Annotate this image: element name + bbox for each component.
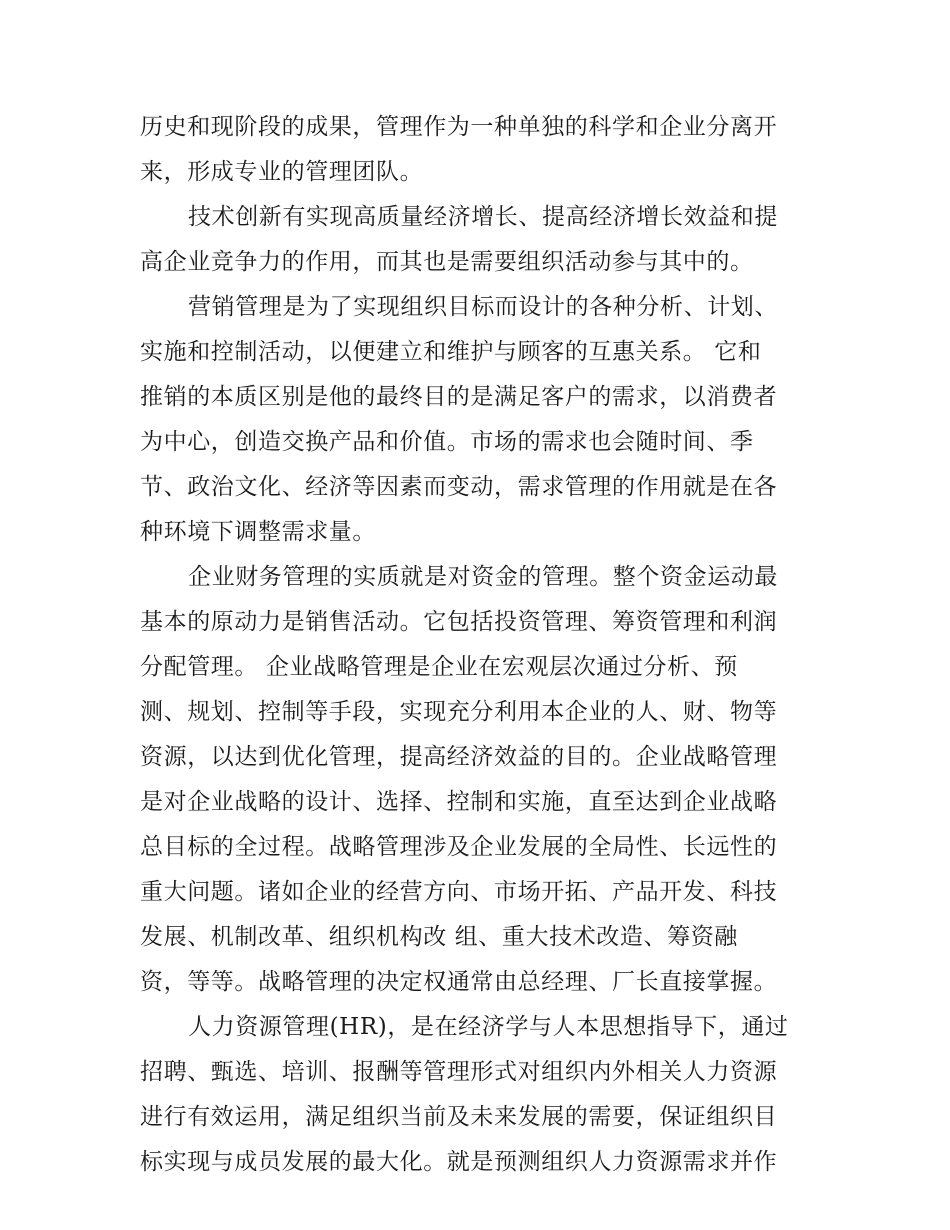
text-line: 是对企业战略的设计、选择、控制和实施，直至达到企业战略 — [140, 789, 778, 815]
text-line: 营销管理是为了实现组织目标而设计的各种分析、计划、 — [188, 294, 778, 320]
text-line: 人力资源管理(HR)，是在经济学与人本思想指导下，通过 — [188, 1014, 789, 1040]
text-line: 资源，以达到优化管理，提高经济效益的目的。企业战略管理 — [140, 744, 778, 770]
text-line: 企业财务管理的实质就是对资金的管理。整个资金运动最 — [188, 564, 778, 590]
text-line: 基本的原动力是销售活动。它包括投资管理、筹资管理和利润 — [140, 609, 778, 635]
text-line: 高企业竞争力的作用，而其也是需要组织活动参与其中的。 — [140, 249, 754, 275]
text-line: 种环境下调整需求量。 — [140, 519, 376, 545]
text-line: 实施和控制活动，以便建立和维护与顾客的互惠关系。 它和 — [140, 339, 762, 365]
text-line: 进行有效运用，满足组织当前及未来发展的需要，保证组织目 — [140, 1104, 778, 1130]
text-line: 资，等等。战略管理的决定权通常由总经理、厂长直接掌握。 — [140, 969, 778, 995]
text-line: 技术创新有实现高质量经济增长、提高经济增长效益和提 — [188, 204, 778, 230]
text-line: 重大问题。诸如企业的经营方向、市场开拓、产品开发、科技 — [140, 879, 778, 905]
text-line: 推销的本质区别是他的最终目的是满足客户的需求，以消费者 — [140, 384, 778, 410]
text-line: 发展、机制改革、组织机构改 组、重大技术改造、筹资融 — [140, 924, 738, 950]
text-line: 节、政治文化、经济等因素而变动，需求管理的作用就是在各 — [140, 474, 778, 500]
text-line: 为中心，创造交换产品和价值。市场的需求也会随时间、季 — [140, 429, 754, 455]
text-line: 总目标的全过程。战略管理涉及企业发展的全局性、长远性的 — [140, 834, 778, 860]
text-line: 分配管理。 企业战略管理是企业在宏观层次通过分析、预 — [140, 654, 738, 680]
text-line: 招聘、甄选、培训、报酬等管理形式对组织内外相关人力资源 — [140, 1059, 778, 1085]
text-line: 标实现与成员发展的最大化。就是预测组织人力资源需求并作 — [140, 1149, 778, 1175]
text-line: 测、规划、控制等手段，实现充分利用本企业的人、财、物等 — [140, 699, 778, 725]
text-line: 来，形成专业的管理团队。 — [140, 159, 424, 185]
text-line: 历史和现阶段的成果，管理作为一种单独的科学和企业分离开 — [140, 114, 778, 140]
